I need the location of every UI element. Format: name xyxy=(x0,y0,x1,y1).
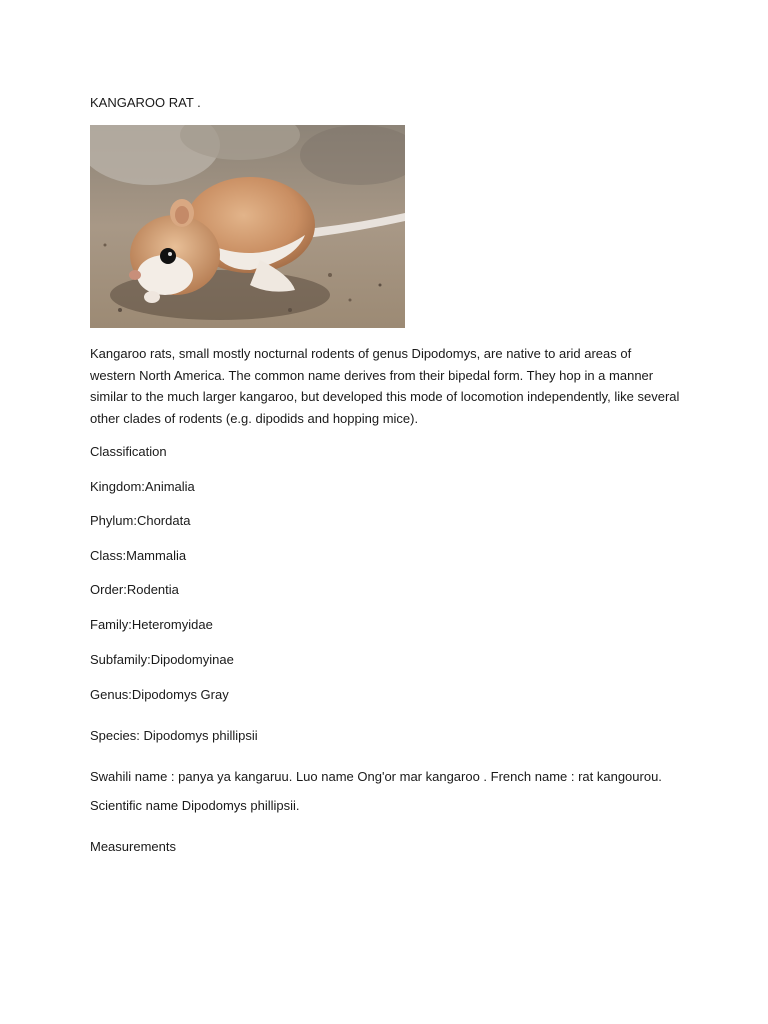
phylum-line: Phylum:Chordata xyxy=(90,513,191,528)
order-line: Order:Rodentia xyxy=(90,582,179,597)
measurements-heading: Measurements xyxy=(90,839,176,854)
species-line: Species: Dipodomys phillipsii xyxy=(90,728,258,743)
classification-heading: Classification xyxy=(90,444,167,459)
class-line: Class:Mammalia xyxy=(90,548,187,563)
intro-paragraph: Kangaroo rats, small mostly nocturnal rodents of genus Dipodomys, are native to arid areas of western North America. The common name derives from their bipedal form. They hop in a manner similar to the much larger kangaroo, but developed this mode of locomotion independently, like several other clades of rodents (e.g. dipodids and hopping mice). xyxy=(90,346,680,426)
subfamily-line: Subfamily:Dipodomyinae xyxy=(90,652,234,667)
genus-line: Genus:Dipodomys Gray xyxy=(90,687,229,702)
document-title: KANGAROO RAT . xyxy=(90,95,201,110)
common-names-paragraph: Swahili name : panya ya kangaruu. Luo name Ong'or mar kangaroo . French name : rat kangourou. Scientific name Dipodomys phillipsii. xyxy=(90,769,662,813)
family-line: Family:Heteromyidae xyxy=(90,617,213,632)
kangaroo-rat-photo xyxy=(90,125,405,328)
kingdom-line: Kingdom:Animalia xyxy=(90,479,195,494)
